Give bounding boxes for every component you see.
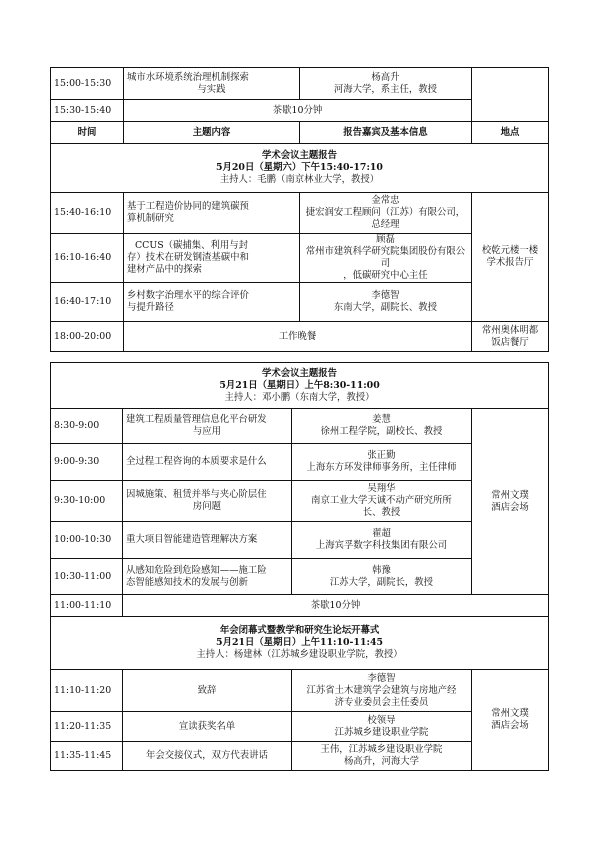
break-cell: 茶歇10分钟 bbox=[123, 595, 549, 617]
time-cell: 15:00-15:30 bbox=[51, 68, 124, 100]
speaker-cell: 金常忠 捷宏润安工程顾问（江苏）有限公司， 总经理 bbox=[300, 193, 472, 234]
section-title: 年会闭幕式暨教学和研究生论坛开幕式 bbox=[219, 625, 380, 636]
topic-cell: 致辞 bbox=[123, 670, 292, 712]
time-cell: 11:00-11:10 bbox=[51, 595, 123, 617]
header-venue: 地点 bbox=[472, 122, 549, 144]
time-cell: 9:30-10:00 bbox=[51, 481, 123, 522]
section-host: 主持人：毛鹏（南京林业大学，教授） bbox=[219, 174, 380, 185]
header-time: 时间 bbox=[51, 122, 124, 144]
time-cell: 10:30-11:00 bbox=[51, 559, 123, 595]
section-title-cell bbox=[51, 617, 549, 670]
section-header bbox=[51, 363, 549, 409]
time-cell: 11:10-11:20 bbox=[51, 670, 123, 712]
section-header bbox=[51, 144, 549, 193]
speaker-cell: 杨高升 河海大学，系主任，教授 bbox=[300, 68, 472, 100]
table-row bbox=[51, 68, 549, 100]
dinner-cell: 工作晚餐 bbox=[124, 322, 472, 352]
topic-cell: 建筑工程质量管理信息化平台研发 与应用 bbox=[123, 409, 292, 444]
time-cell: 11:35-11:45 bbox=[51, 742, 123, 771]
topic-cell: CCUS（碳捕集、利用与封 存）技术在研发钢渣基碳中和 建材产品中的探索 bbox=[124, 234, 300, 283]
section-title-cell bbox=[51, 144, 549, 193]
venue-cell bbox=[472, 68, 549, 122]
time-cell: 15:40-16:10 bbox=[51, 193, 124, 234]
section-host: 主持人：杨建林（江苏城乡建设职业学院，教授） bbox=[196, 649, 403, 660]
table-row bbox=[51, 595, 549, 617]
speaker-cell: 张正勤 上海东方环发律师事务所，主任律师 bbox=[292, 444, 472, 481]
section-host: 主持人：邓小鹏（东南大学，教授） bbox=[224, 391, 375, 403]
topic-cell: 从感知危险到危险感知——施工险 态智能感知技术的发展与创新 bbox=[123, 559, 292, 595]
table-row bbox=[51, 193, 549, 234]
speaker-cell: 翟超 上海宾孚数字科技集团有限公司 bbox=[292, 522, 472, 559]
table-row bbox=[51, 670, 549, 712]
topic-cell: 城市水环境系统治理机制探索 与实践 bbox=[124, 68, 300, 100]
speaker-cell: 李德智 东南大学，副院长、教授 bbox=[300, 283, 472, 322]
section-header bbox=[51, 617, 549, 670]
section-date: 5月20日（星期六）下午15:40-17:10 bbox=[216, 162, 383, 173]
time-cell: 8:30-9:00 bbox=[51, 409, 123, 444]
time-cell: 9:00-9:30 bbox=[51, 444, 123, 481]
schedule-table-2 bbox=[50, 362, 549, 771]
topic-cell: 全过程工程咨询的本质要求是什么 bbox=[123, 444, 292, 481]
venue-cell: 常州文璞 酒店会场 bbox=[472, 409, 549, 595]
speaker-cell: 王伟，江苏城乡建设职业学院 杨高升，河海大学 bbox=[292, 742, 472, 771]
speaker-cell: 顾磊 常州市建筑科学研究院集团股份有限公司 ，低碳研究中心主任 bbox=[300, 234, 472, 283]
table-header-row bbox=[51, 122, 549, 144]
header-topic: 主题内容 bbox=[124, 122, 300, 144]
venue-cell: 校乾元楼一楼 学术报告厅 bbox=[472, 193, 549, 322]
time-cell: 15:30-15:40 bbox=[51, 100, 124, 122]
topic-cell: 宣读获奖名单 bbox=[123, 712, 292, 742]
venue-cell: 常州奥体明都 饭店餐厅 bbox=[472, 322, 549, 352]
time-cell: 16:40-17:10 bbox=[51, 283, 124, 322]
break-cell: 茶歇10分钟 bbox=[124, 100, 472, 122]
topic-cell: 年会交接仪式，双方代表讲话 bbox=[123, 742, 292, 771]
table-row bbox=[51, 322, 549, 352]
speaker-cell: 校领导 江苏城乡建设职业学院 bbox=[292, 712, 472, 742]
section-date: 5月21日（星期日）上午8:30-11:00 bbox=[219, 379, 380, 391]
time-cell: 11:20-11:35 bbox=[51, 712, 123, 742]
topic-cell: 基于工程造价协同的建筑碳预 算机制研究 bbox=[124, 193, 300, 234]
table-row bbox=[51, 409, 549, 444]
section-title: 学术会议主题报告 bbox=[261, 150, 337, 161]
time-cell: 16:10-16:40 bbox=[51, 234, 124, 283]
topic-cell: 重大项目智能建造管理解决方案 bbox=[123, 522, 292, 559]
section-title-cell bbox=[51, 363, 549, 409]
header-speaker: 报告嘉宾及基本信息 bbox=[300, 122, 472, 144]
topic-cell: 乡村数字治理水平的综合评价 与提升路径 bbox=[124, 283, 300, 322]
speaker-cell: 李德智 江苏省土木建筑学会建筑与房地产经 济专业委员会主任委员 bbox=[292, 670, 472, 712]
time-cell: 10:00-10:30 bbox=[51, 522, 123, 559]
speaker-cell: 吴翔华 南京工业大学天诚不动产研究所所 长、教授 bbox=[292, 481, 472, 522]
time-cell: 18:00-20:00 bbox=[51, 322, 124, 352]
speaker-cell: 姜慧 徐州工程学院，副校长、教授 bbox=[292, 409, 472, 444]
section-title: 学术会议主题报告 bbox=[262, 367, 338, 379]
venue-cell: 常州文璞 酒店会场 bbox=[472, 670, 549, 771]
topic-cell: 因城施策、租赁并举与夹心阶层住 房问题 bbox=[123, 481, 292, 522]
schedule-table-1 bbox=[50, 67, 549, 352]
speaker-cell: 韩豫 江苏大学，副院长，教授 bbox=[292, 559, 472, 595]
section-date: 5月21日（星期日）上午11:10-11:45 bbox=[216, 637, 383, 648]
